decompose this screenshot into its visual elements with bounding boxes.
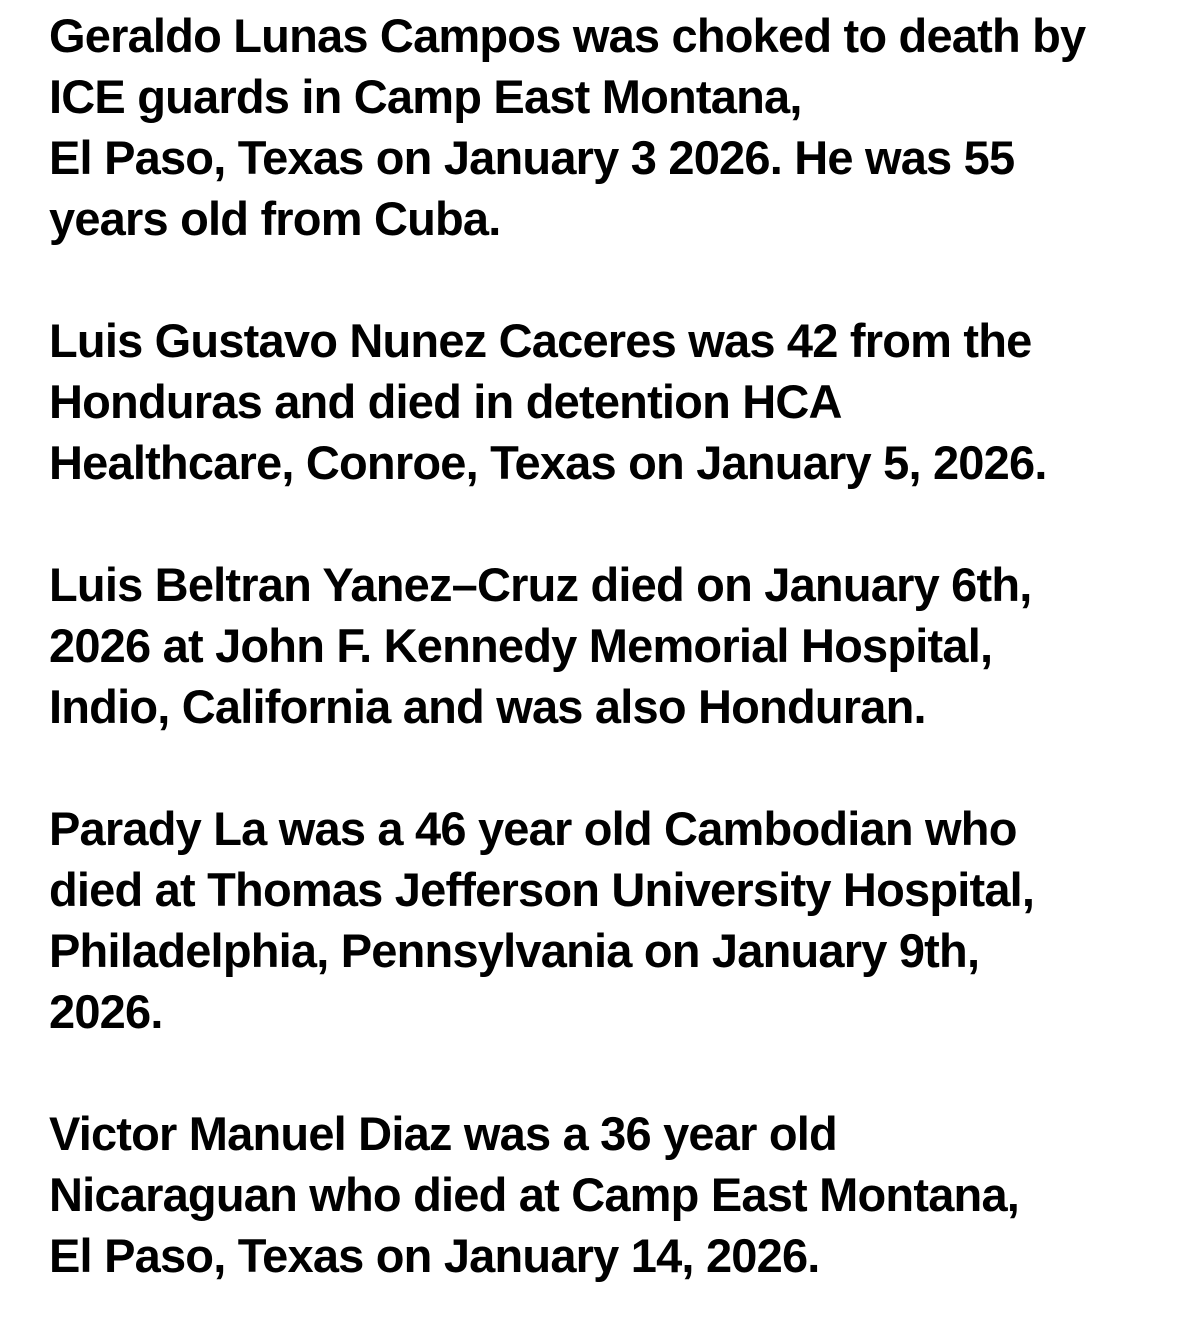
text-line: Philadelphia, Pennsylvania on January 9th, (49, 924, 980, 977)
text-line: El Paso, Texas on January 3 2026. He was 55 (49, 131, 1015, 184)
text-line: Victor Manuel Diaz was a 36 year old (49, 1107, 837, 1160)
text-line: 2026 at John F. Kennedy Memorial Hospital, (49, 619, 993, 672)
text-line: Nicaraguan who died at Camp East Montana, (49, 1168, 1020, 1221)
text-line: years old from Cuba. (49, 192, 501, 245)
text-line: Luis Beltran Yanez–Cruz died on January 6th, (49, 558, 1032, 611)
text-line: Healthcare, Conroe, Texas on January 5, 2026. (49, 436, 1047, 489)
text-line: Luis Gustavo Nunez Caceres was 42 from the (49, 314, 1032, 367)
text-line: Parady La was a 46 year old Cambodian who (49, 802, 1017, 855)
text-line: Geraldo Lunas Campos was choked to death by (49, 9, 1086, 62)
text-line: Honduras and died in detention HCA (49, 375, 842, 428)
text-line: El Paso, Texas on January 14, 2026. (49, 1229, 820, 1282)
text-line: Indio, California and was also Honduran. (49, 680, 926, 733)
text-line: 2026. (49, 985, 163, 1038)
text-line: died at Thomas Jefferson University Hospital, (49, 863, 1035, 916)
paragraph-parady-la (49, 798, 1124, 1042)
paragraph-geraldo-lunas-campos (49, 5, 1124, 249)
paragraph-luis-gustavo-nunez-caceres (49, 310, 1124, 493)
text-line: ICE guards in Camp East Montana, (49, 70, 802, 123)
paragraph-victor-manuel-diaz (49, 1103, 1124, 1286)
paragraph-luis-beltran-yanez-cruz (49, 554, 1124, 737)
